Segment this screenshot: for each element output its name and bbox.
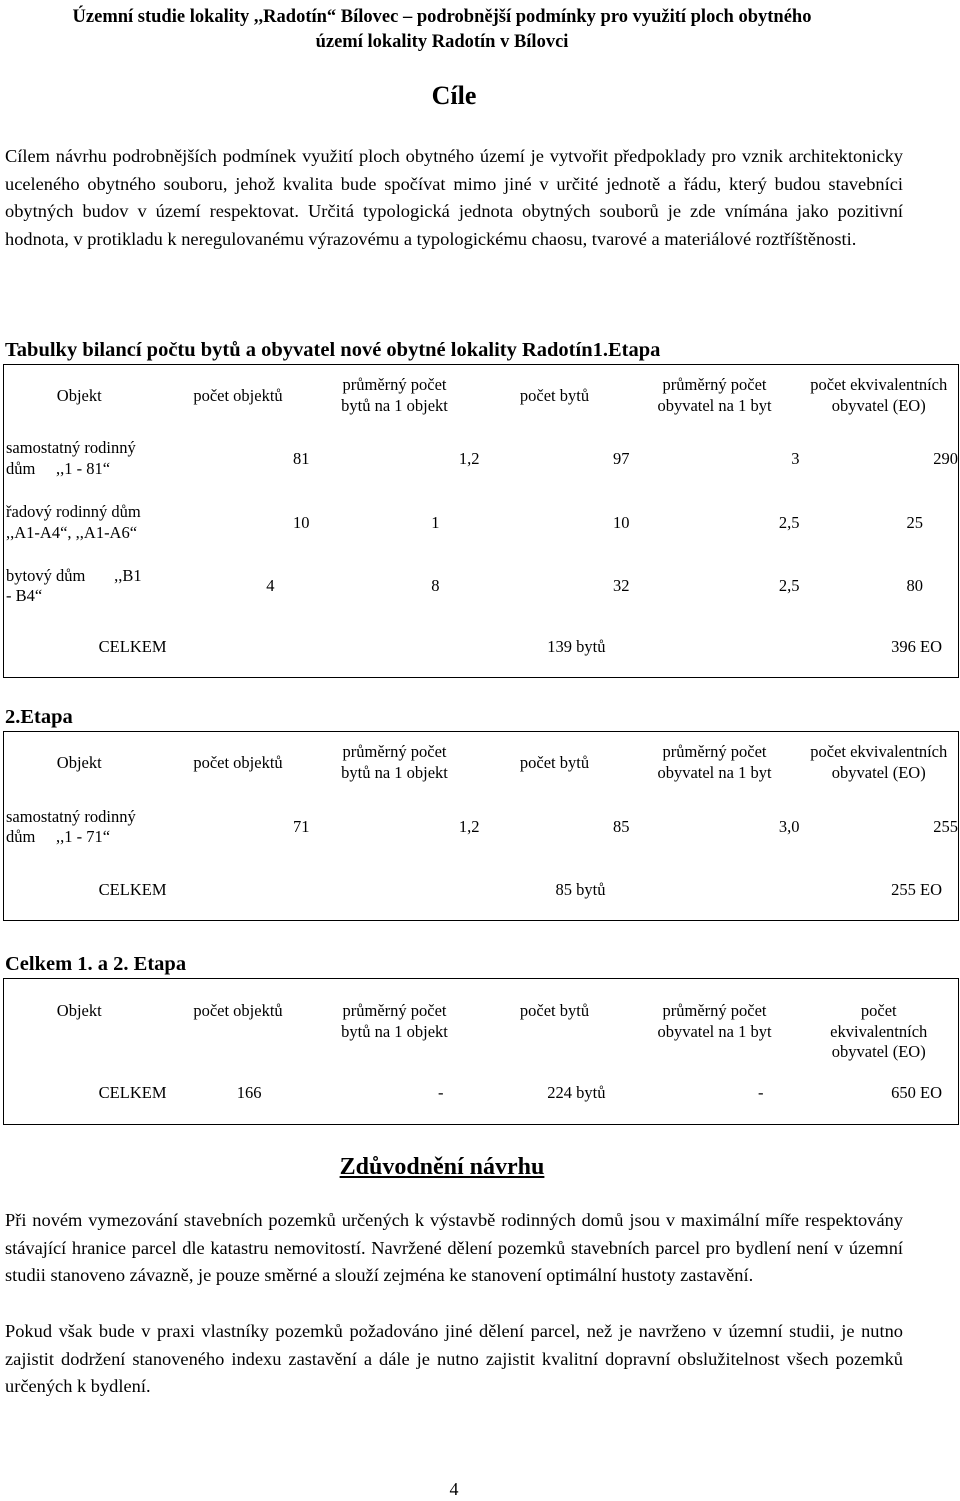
total-byty-na-objekt: - — [438, 1083, 444, 1102]
table-stage-2 — [3, 731, 959, 921]
header-line-1: Územní studie lokality ,,Radotín“ Bílovec – podrobnější podmínky pro využití ploch obytného — [72, 7, 812, 27]
col-pocet-objektu: počet objektů — [193, 385, 283, 405]
cell-byty-na-objekt: 1,2 — [458, 448, 480, 468]
table-header-row — [4, 732, 959, 794]
cell-obyv-na-byt: 2,5 — [778, 575, 800, 595]
row-objekt: samostatný rodinný dům ,,1 - 71“ — [6, 806, 136, 846]
table-header-row — [4, 365, 959, 427]
cell-eo: 80 — [906, 575, 923, 595]
table-total-row — [4, 1063, 959, 1125]
total-eo: 396 EO — [891, 636, 942, 656]
total-label: CELKEM — [98, 879, 167, 899]
col-objekt: Objekt — [56, 385, 102, 405]
table2-title: 2.Etapa — [5, 706, 73, 728]
table-stage-total — [3, 978, 959, 1125]
cell-byty-na-objekt: 8 — [431, 575, 440, 595]
table-row — [4, 427, 959, 491]
total-objekty: 166 — [236, 1083, 262, 1102]
goals-paragraph: Cílem návrhu podrobnějších podmínek využití ploch obytného území je vytvořit předpoklady pro vznik architektonicky uceleného obytného souboru, jehož kvalita bude spočívat mimo jiné v určité jednotě a řádu, který budou stavebníci obytných budov v území respektovat. Určitá typologická jednota obytných souborů je zde vnímána jako pozitivní hodnota, v protikladu k neregulovanému výrazovému a typologickému chaosu, tvarové a materiálové roztříštěnosti. — [5, 146, 903, 249]
col-objekt: Objekt — [56, 1001, 102, 1020]
col-prumer-bytu: průměrný počet bytů na 1 objekt — [341, 375, 448, 415]
row-objekt: bytový dům ,,B1 - B4“ — [6, 565, 142, 606]
header-line-2: území lokality Radotín v Bílovci — [315, 32, 569, 52]
col-prumer-obyvatel: průměrný počet obyvatel na 1 byt — [657, 375, 772, 415]
col-prumer-bytu: průměrný počet bytů na 1 objekt — [341, 742, 448, 782]
reasoning-paragraph-2: Pokud však bude v praxi vlastníky pozemků požadováno jiné dělení parcel, než je navrženo v územní studii, je nutno zajistit dodržení stanoveného indexu zastavění a dále je nutno zajistit kvalitní dopravní obslužitelnost všech pozemků určených k bydlení. — [5, 1321, 903, 1396]
cell-obyv-na-byt: 2,5 — [778, 512, 800, 532]
cell-byty: 32 — [613, 575, 630, 595]
row-objekt: řadový rodinný dům ,,A1-A4“, ,,A1-A6“ — [6, 502, 141, 542]
total-byty: 139 bytů — [547, 636, 606, 656]
cell-byty-na-objekt: 1 — [431, 512, 440, 532]
cell-objekty: 81 — [293, 448, 310, 468]
cell-byty: 97 — [613, 448, 630, 468]
total-obyv-na-byt: - — [758, 1083, 764, 1102]
col-objekt: Objekt — [56, 752, 102, 772]
col-pocet-objektu: počet objektů — [193, 752, 283, 772]
document-header — [0, 5, 884, 55]
cell-eo: 25 — [906, 512, 923, 532]
table-total-row — [4, 860, 959, 920]
reasoning-heading: Zdůvodnění návrhu — [339, 1154, 545, 1180]
col-pocet-bytu: počet bytů — [519, 385, 590, 405]
col-ekvivalentni-obyvatele: počet ekvivalentních obyvatel (EO) — [810, 375, 948, 415]
col-prumer-bytu: průměrný počet bytů na 1 objekt — [341, 1001, 448, 1041]
table-row — [4, 555, 959, 617]
cell-eo: 255 — [933, 816, 958, 836]
col-pocet-objektu: počet objektů — [193, 1001, 283, 1020]
row-objekt: samostatný rodinný dům ,,1 - 81“ — [6, 438, 136, 478]
table-header-row — [4, 979, 959, 1063]
table-total-row — [4, 617, 959, 677]
cell-byty-na-objekt: 1,2 — [458, 816, 480, 836]
goals-heading: Cíle — [431, 81, 477, 110]
col-ekvivalentni-obyvatele: počet ekvivalentních obyvatel (EO) — [810, 742, 948, 782]
cell-objekty: 10 — [293, 512, 310, 532]
cell-obyv-na-byt: 3 — [791, 448, 800, 468]
page-number: 4 — [449, 1479, 459, 1499]
cell-byty: 10 — [613, 512, 630, 532]
col-pocet-bytu: počet bytů — [519, 1001, 590, 1020]
reasoning-paragraph-1: Při novém vymezování stavebních pozemků určených k výstavbě rodinných domů jsou v maximální míře respektovány stávající hranice parcel dle katastru nemovitostí. Navržené dělení pozemků stavebních parcel pro bydlení není v územní studii stanoveno závazně, je pouze směrné a slouží zejména ke stanovení optimální hustoty zastavění. — [5, 1210, 903, 1285]
total-byty: 224 bytů — [547, 1083, 606, 1102]
total-byty: 85 bytů — [555, 879, 606, 899]
cell-objekty: 71 — [293, 816, 310, 836]
col-ekvivalentni-obyvatele: počet ekvivalentních obyvatel (EO) — [830, 1001, 928, 1061]
col-prumer-obyvatel: průměrný počet obyvatel na 1 byt — [657, 742, 772, 782]
col-prumer-obyvatel: průměrný počet obyvatel na 1 byt — [657, 1001, 772, 1041]
table-row — [4, 794, 959, 860]
total-label: CELKEM — [98, 636, 167, 656]
col-pocet-bytu: počet bytů — [519, 752, 590, 772]
cell-eo: 290 — [933, 448, 958, 468]
total-eo: 255 EO — [891, 879, 942, 899]
table-row — [4, 491, 959, 555]
cell-objekty: 4 — [266, 575, 275, 595]
cell-byty: 85 — [613, 816, 630, 836]
cell-obyv-na-byt: 3,0 — [778, 816, 800, 836]
table1-title: Tabulky bilancí počtu bytů a obyvatel nové obytné lokality Radotín1.Etapa — [5, 339, 661, 361]
total-label: CELKEM — [98, 1083, 167, 1102]
total-eo: 650 EO — [891, 1083, 942, 1102]
table-stage-1 — [3, 364, 959, 678]
table3-title: Celkem 1. a 2. Etapa — [5, 953, 187, 975]
